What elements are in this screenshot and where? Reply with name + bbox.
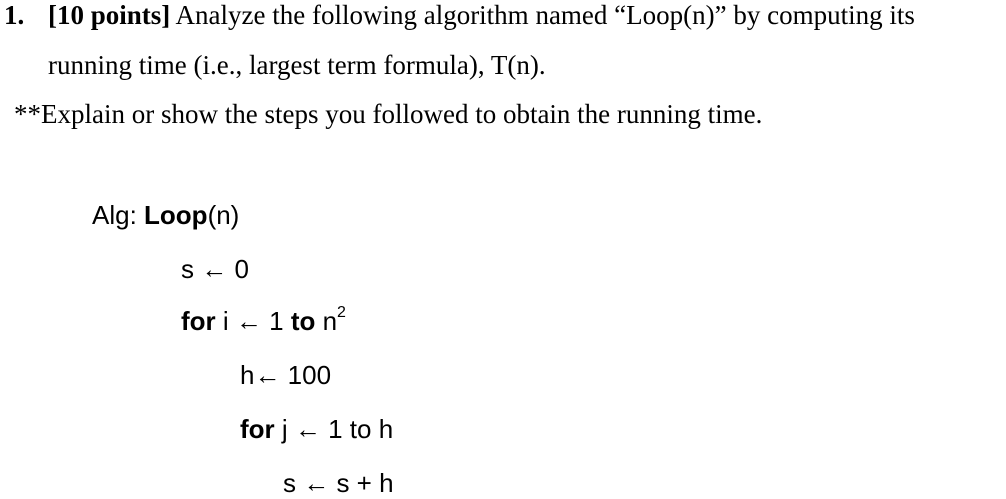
algorithm-name: Loop [144, 200, 208, 230]
code-line-outer-for [181, 304, 346, 336]
question-text-line2: running time (i.e., largest term formula), T(n). [48, 50, 546, 80]
loop-bound: n [315, 306, 338, 336]
loop-var-i: i ← 1 [215, 306, 291, 336]
keyword-for: for [181, 306, 216, 336]
algorithm-prefix: Alg: [92, 200, 145, 230]
question-number: 1. [4, 0, 25, 30]
code-line-update-s: s ← s + h [283, 468, 394, 498]
question-prompt: Analyze the following algorithm named “Loop(n)” by computing its [170, 0, 915, 30]
loop-var-j: j ← 1 to h [274, 414, 394, 444]
keyword-to: to [290, 306, 316, 336]
algorithm-params: (n) [207, 200, 240, 230]
algorithm-header [92, 202, 239, 228]
code-line-inner-for [240, 416, 393, 442]
keyword-for-inner: for [240, 414, 275, 444]
code-line-assign-s: s ← 0 [181, 254, 249, 284]
question-note: **Explain or show the steps you followed to obtain the running time. [14, 99, 763, 129]
question-points: [10 points] [48, 0, 171, 30]
question-text-line1 [48, 2, 915, 29]
code-line-assign-h: h← 100 [240, 360, 332, 390]
exponent: 2 [337, 304, 346, 321]
